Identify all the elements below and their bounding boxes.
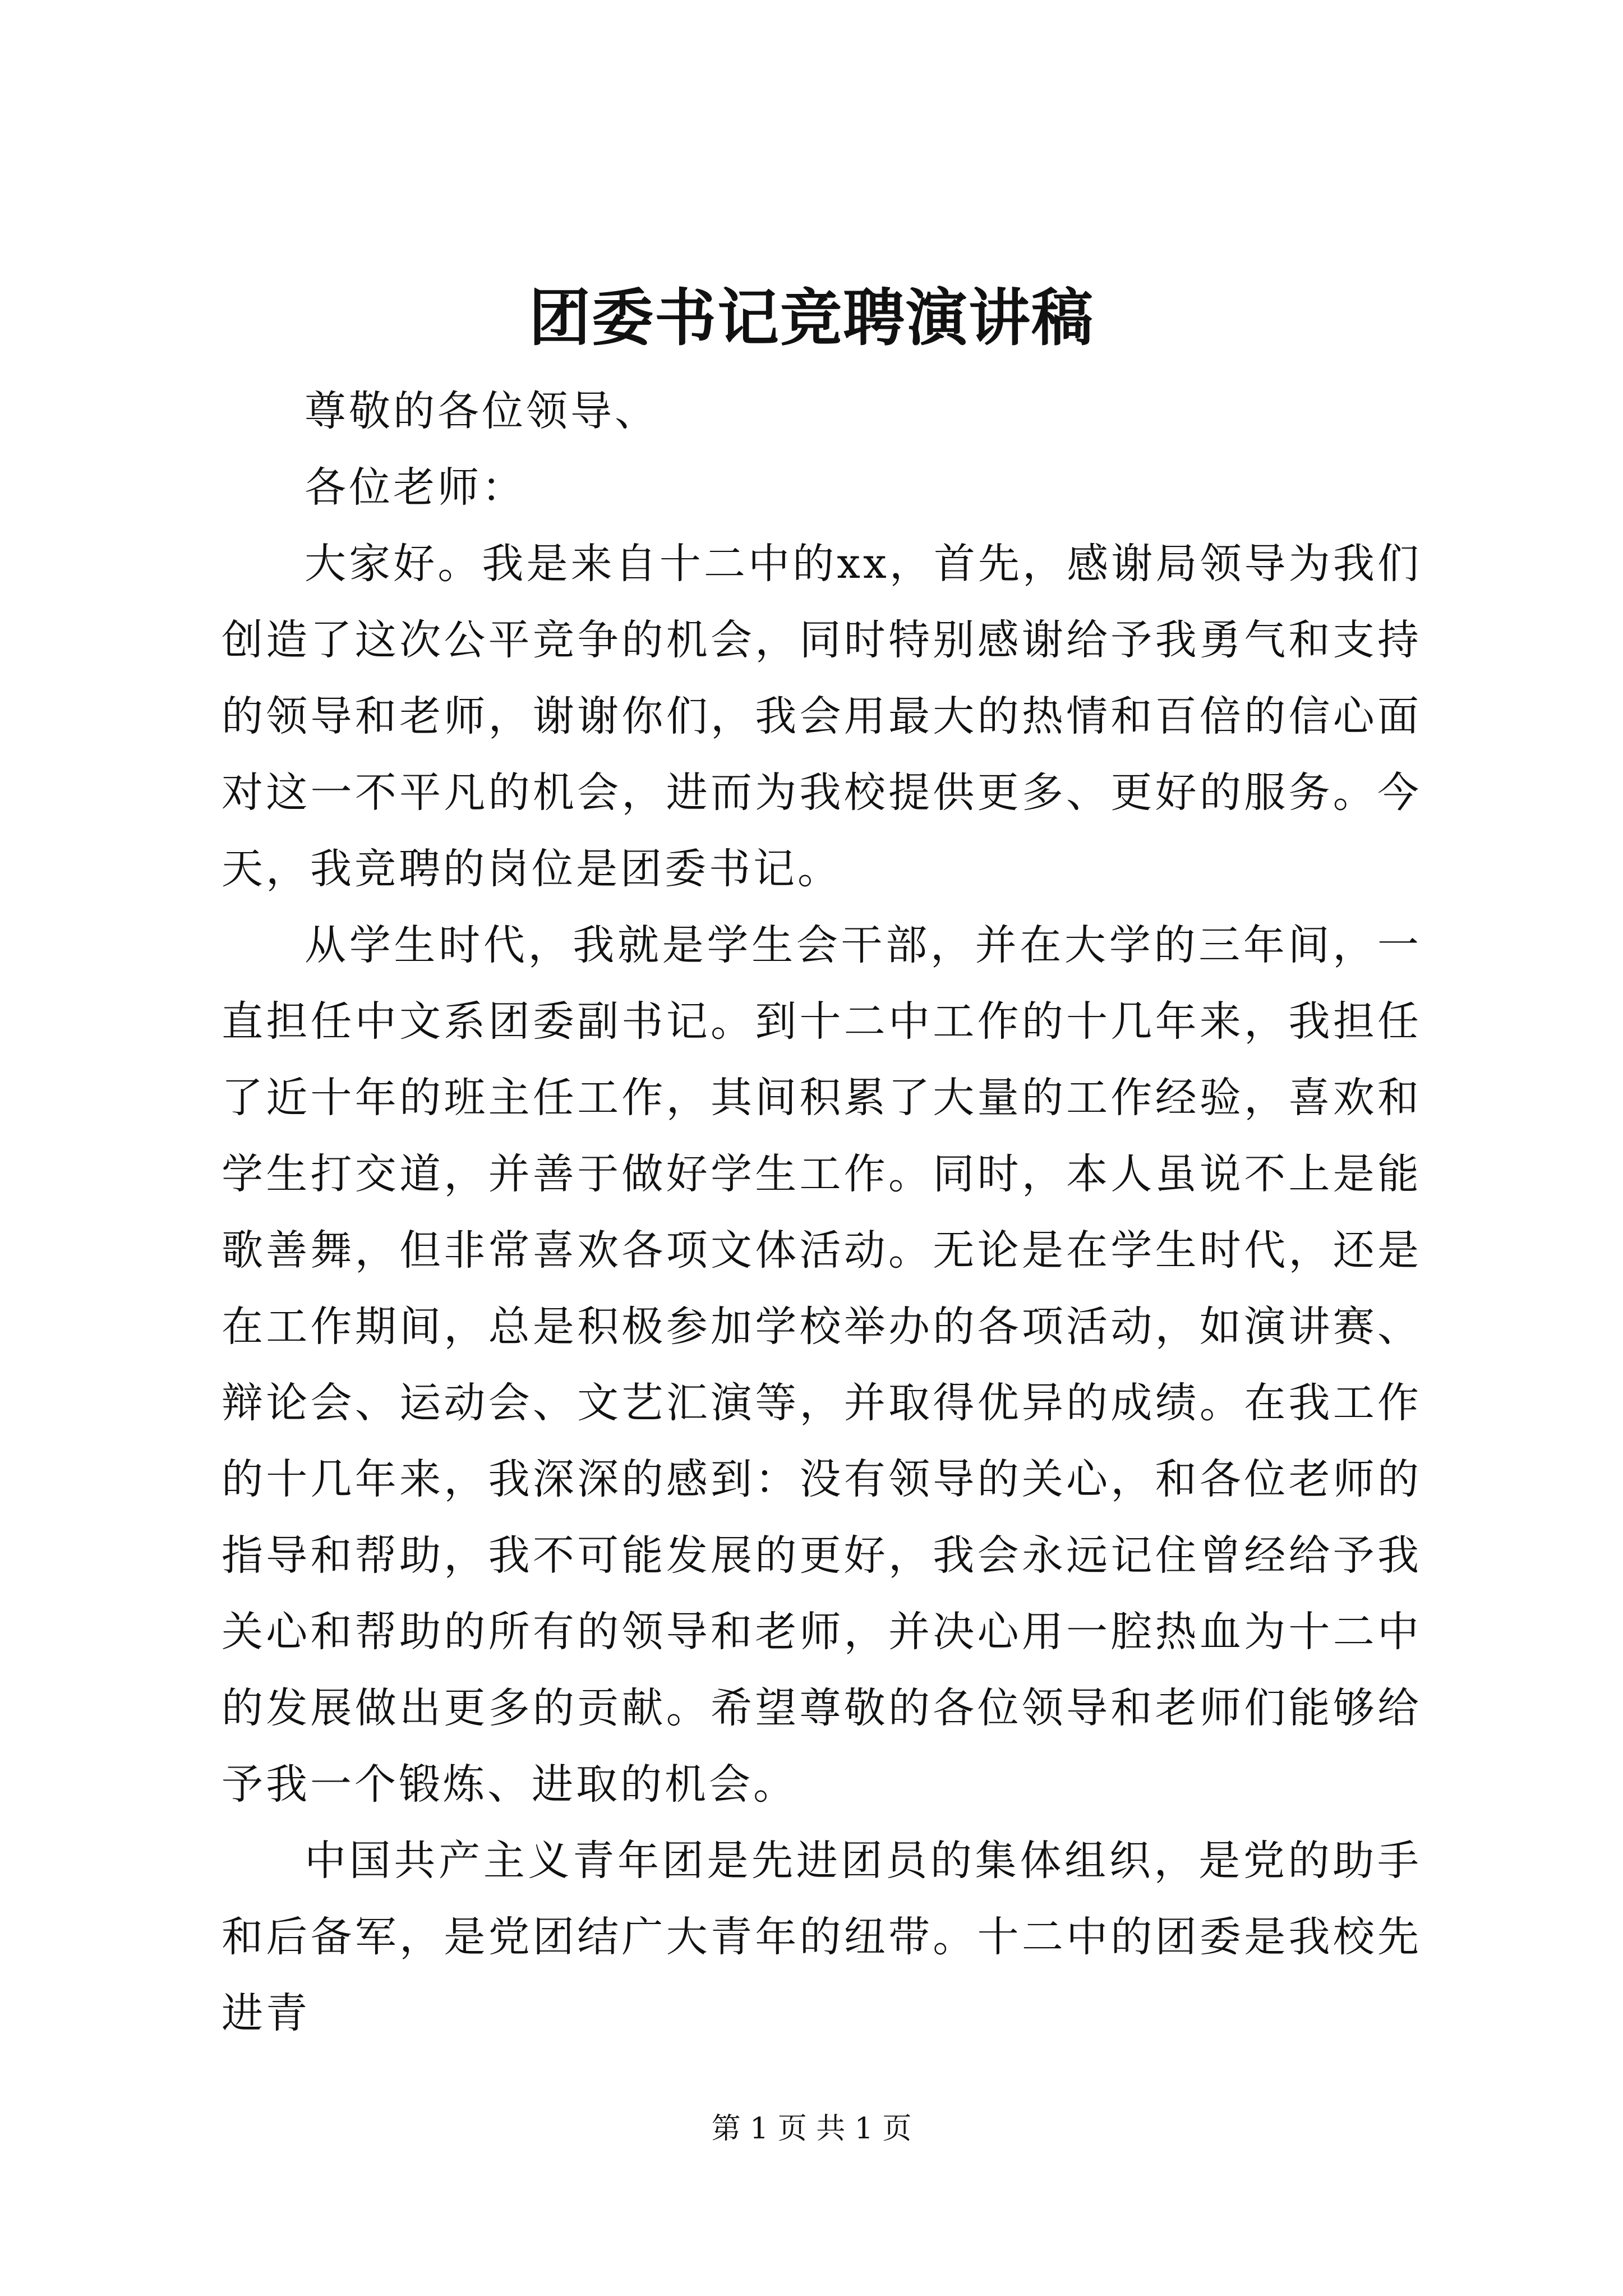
body-paragraph: 大家好。我是来自十二中的xx，首先，感谢局领导为我们创造了这次公平竞争的机会，同时特别感谢给予我勇气和支持的领导和老师，谢谢你们，我会用最大的热情和百倍的信心面对这一不平凡的机会，进而为我校提供更多、更好的服务。今天，我竞聘的岗位是团委书记。 — [222, 540, 1422, 893]
document-title: 团委书记竞聘演讲稿 — [529, 282, 1094, 354]
page-footer: 第 1 页 共 1 页 — [711, 2112, 912, 2146]
body-paragraph: 中国共产主义青年团是先进团员的集体组织，是党的助手和后备军，是党团结广大青年的纽带。十二中的团委是我校先进青 — [222, 1837, 1422, 2037]
body-paragraph: 从学生时代，我就是学生会干部，并在大学的三年间，一直担任中文系团委副书记。到十二中工作的十几年来，我担任了近十年的班主任工作，其间积累了大量的工作经验，喜欢和学生打交道，并善于做好学生工作。同时，本人虽说不上是能歌善舞，但非常喜欢各项文体活动。无论是在学生时代，还是在工作期间，总是积极参加学校举办的各项活动，如演讲赛、辩论会、运动会、文艺汇演等，并取得优异的成绩。在我工作的十几年来，我深深的感到：没有领导的关心，和各位老师的指导和帮助，我不可能发展的更好，我会永远记住曾经给予我关心和帮助的所有的领导和老师，并决心用一腔热血为十二中的发展做出更多的贡献。希望尊敬的各位领导和老师们能够给予我一个锻炼、进取的机会。 — [222, 921, 1422, 1809]
document-body — [222, 373, 1422, 2051]
salutation-line-2: 各位老师： — [305, 463, 526, 512]
salutation-line-1: 尊敬的各位领导、 — [305, 387, 659, 435]
